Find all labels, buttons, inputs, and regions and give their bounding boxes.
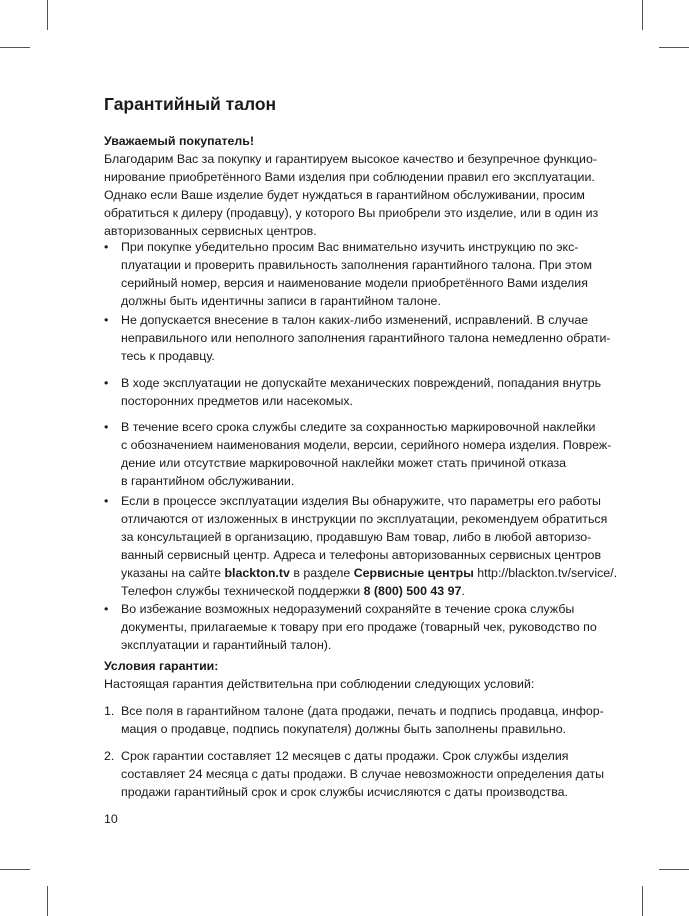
bullet-item (104, 374, 604, 410)
crop-mark-right-bottom (659, 869, 689, 870)
bullet-line: серийный номер, версия и наименование модели приобретённого Вами изделия (121, 276, 588, 291)
condition-item (104, 702, 604, 738)
bullet-line: за консультацией в организацию, продавшую Вам товар, либо в любой авторизо- (121, 530, 592, 545)
page-number: 10 (104, 812, 118, 826)
bullet-marker: • (104, 602, 109, 616)
bullet-line: дение или отсутствие маркировочной наклейки может стать причиной отказа (121, 456, 567, 471)
bullet-line: с обозначением наименования модели, версии, серийного номера изделия. Повреж- (121, 438, 612, 453)
bullet-line: При покупке убедительно просим Вас внимательно изучить инструкцию по экс- (121, 240, 579, 254)
condition-line: составляет 24 месяца с даты продажи. В случае невозможности определения даты (121, 767, 605, 782)
crop-mark-top-right (642, 0, 643, 30)
crop-mark-bottom-right (642, 886, 643, 916)
bullet-item (104, 238, 604, 310)
intro-line: Однако если Ваше изделие будет нуждаться в гарантийном обслуживании, просим (104, 188, 585, 203)
bullet-line: в гарантийном обслуживании. (121, 474, 295, 489)
bullet-line: Во избежание возможных недоразумений сохраняйте в течение срока службы (121, 602, 575, 616)
text-fragment: Телефон службы технической поддержки (121, 584, 364, 599)
intro-line: обратиться к дилеру (продавцу), у которого Вы приобрели это изделие, или в один из (104, 206, 599, 221)
conditions-heading: Условия гарантии: (104, 659, 219, 673)
service-url[interactable]: http://blackton.tv/service/. (473, 566, 618, 581)
bullet-line: документы, прилагаемые к товару при его продаже (товарный чек, руководство по (121, 620, 597, 635)
crop-mark-top-left (47, 0, 48, 30)
bullet-item (104, 311, 611, 365)
conditions-section (104, 657, 604, 693)
condition-item (104, 747, 604, 801)
intro-line: авторизованных сервисных центров. (104, 224, 317, 239)
condition-number: 2. (104, 749, 115, 763)
bullet-line: плуатации и проверить правильность заполнения гарантийного талона. При этом (121, 258, 593, 273)
bullet-marker: • (104, 240, 109, 254)
condition-line: Срок гарантии составляет 12 месяцев с даты продажи. Срок службы изделия (121, 749, 569, 763)
condition-line: Все поля в гарантийном талоне (дата продажи, печать и подпись продавца, инфор- (121, 704, 604, 718)
bullet-line: неправильного или неполного заполнения гарантийного талона немедленно обрати- (121, 331, 611, 346)
intro-section (104, 132, 604, 241)
bullet-item (104, 418, 612, 490)
bullet-item (104, 492, 618, 601)
bullet-line: Если в процессе эксплуатации изделия Вы обнаружите, что параметры его работы (121, 494, 601, 508)
bullet-marker: • (104, 313, 109, 327)
crop-mark-bottom-left (47, 886, 48, 916)
crop-mark-left-bottom (0, 869, 30, 870)
condition-line: мация о продавце, подпись покупателя) должны быть заполнены правильно. (121, 722, 567, 737)
bullet-line: ванный сервисный центр. Адреса и телефоны авторизованных сервисных центров (121, 548, 602, 563)
intro-line: нирование приобретённого Вами изделия при соблюдении правил его эксплуатации. (104, 170, 595, 185)
bullet-line: должны быть идентичны записи в гарантийном талоне. (121, 294, 441, 309)
conditions-intro: Настоящая гарантия действительна при соблюдении следующих условий: (104, 677, 535, 692)
text-fragment: . (461, 584, 465, 599)
crop-mark-left-top (0, 47, 30, 48)
condition-line: продажи гарантийный срок и срок службы исчисляются с даты производства. (121, 785, 568, 800)
bullet-item (104, 600, 604, 654)
site-link[interactable]: blackton.tv (224, 566, 290, 581)
support-phone: 8 (800) 500 43 97 (363, 584, 462, 599)
bullet-line: Не допускается внесение в талон каких-либо изменений, исправлений. В случае (121, 313, 589, 327)
bullet-line: В ходе эксплуатации не допускайте механических повреждений, попадания внутрь (121, 376, 602, 390)
bullet-marker: • (104, 420, 109, 434)
bullet-line: посторонних предметов или насекомых. (121, 394, 353, 409)
bullet-line: отличаются от изложенных в инструкции по эксплуатации, рекомендуем обратиться (121, 512, 608, 527)
bullet-line: тесь к продавцу. (121, 349, 215, 364)
greeting: Уважаемый покупатель! (104, 134, 255, 148)
bullet-marker: • (104, 494, 109, 508)
intro-line: Благодарим Вас за покупку и гарантируем высокое качество и безупречное функцио- (104, 152, 597, 167)
condition-number: 1. (104, 704, 115, 718)
bullet-marker: • (104, 376, 109, 390)
text-fragment: в разделе (289, 566, 354, 581)
crop-mark-right-top (659, 47, 689, 48)
service-site-line (121, 564, 618, 582)
service-centers-section: Сервисные центры (353, 566, 474, 581)
text-fragment: указаны на сайте (121, 566, 225, 581)
support-phone-line (121, 582, 604, 600)
page-title: Гарантийный талон (104, 94, 277, 114)
bullet-line: эксплуатации и гарантийный талон). (121, 638, 332, 653)
bullet-line: В течение всего срока службы следите за сохранностью маркировочной наклейки (121, 420, 596, 434)
